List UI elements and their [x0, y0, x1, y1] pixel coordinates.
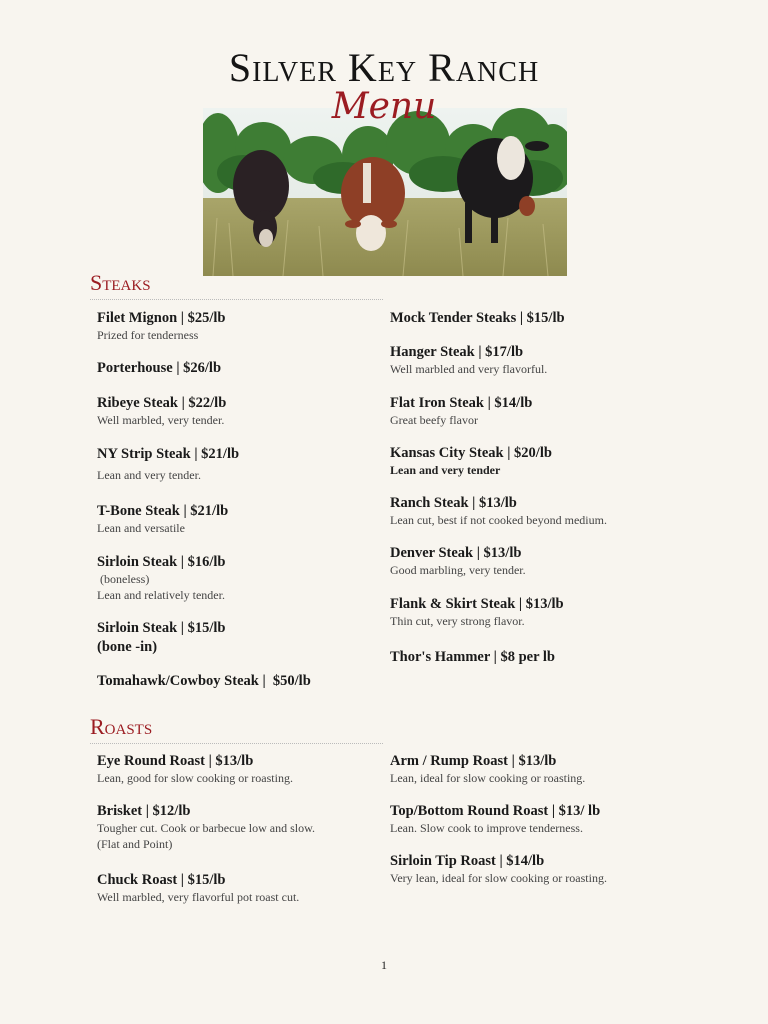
menu-subtitle: Menu: [331, 86, 437, 127]
item-description: Very lean, ideal for slow cooking or roasting.: [390, 871, 607, 885]
item-name: Brisket | $12/lb: [97, 803, 191, 819]
roasts-divider: [90, 743, 383, 744]
item-name: Eye Round Roast | $13/lb: [97, 753, 254, 769]
item-name: Tomahawk/Cowboy Steak | $50/lb: [97, 673, 311, 689]
item-name: Sirloin Steak | $16/lb: [97, 554, 226, 570]
item-name: Mock Tender Steaks | $15/lb: [390, 310, 565, 326]
item-description: Lean and versatile: [97, 521, 185, 535]
menu-item-t-bone-steak: [97, 503, 377, 536]
menu-item-sirloin-tip-roast: [390, 853, 690, 886]
item-description: Prized for tenderness: [97, 328, 199, 342]
item-description: Lean and very tender.: [97, 468, 201, 482]
menu-item-hanger-steak: [390, 344, 690, 377]
item-name: Chuck Roast | $15/lb: [97, 872, 226, 888]
menu-item-ranch-steak: [390, 495, 690, 528]
menu-item-porterhouse: [97, 360, 377, 377]
menu-item-brisket: [97, 803, 377, 852]
item-name: NY Strip Steak | $21/lb: [97, 446, 240, 462]
item-name: Thor's Hammer | $8 per lb: [390, 649, 555, 665]
menu-item-filet-mignon: [97, 310, 377, 343]
menu-item-flat-iron-steak: [390, 395, 690, 428]
menu-item-thors-hammer: [390, 649, 690, 666]
item-name: Top/Bottom Round Roast | $13/ lb: [390, 803, 601, 819]
menu-item-arm-rump-roast: [390, 753, 690, 786]
item-description: Well marbled, very flavorful pot roast cut.: [97, 890, 300, 904]
menu-item-denver-steak: [390, 545, 690, 578]
item-description: Great beefy flavor: [390, 413, 478, 427]
item-description: Lean cut, best if not cooked beyond medium.: [390, 513, 607, 527]
item-name: Hanger Steak | $17/lb: [390, 344, 524, 360]
item-name: Ribeye Steak | $22/lb: [97, 395, 227, 411]
item-name: Kansas City Steak | $20/lb: [390, 445, 552, 461]
item-description: Lean, good for slow cooking or roasting.: [97, 771, 293, 785]
item-description: Tougher cut. Cook or barbecue low and slow.: [97, 821, 315, 835]
menu-item-mock-tender-steaks: [390, 310, 690, 327]
menu-item-kansas-city-steak: [390, 445, 690, 478]
menu-item-ny-strip-steak: [97, 446, 377, 483]
menu-item-flank-skirt-steak: [390, 596, 690, 629]
steaks-divider: [90, 299, 383, 300]
item-description: Good marbling, very tender.: [390, 563, 526, 577]
item-name: Denver Steak | $13/lb: [390, 545, 522, 561]
item-description: Thin cut, very strong flavor.: [390, 614, 525, 628]
item-description: Lean, ideal for slow cooking or roasting.: [390, 771, 586, 785]
item-name: Arm / Rump Roast | $13/lb: [390, 753, 557, 769]
item-description: Lean and relatively tender.: [97, 588, 225, 602]
item-name: Sirloin Tip Roast | $14/lb: [390, 853, 545, 869]
menu-item-sirloin-steak-boneless: [97, 554, 377, 603]
menu-item-chuck-roast: [97, 872, 377, 905]
menu-item-top-bottom-round-roast: [390, 803, 690, 836]
menu-item-ribeye-steak: [97, 395, 377, 428]
item-name: Filet Mignon | $25/lb: [97, 310, 226, 326]
item-description: (boneless): [97, 572, 150, 586]
roasts-heading: Roasts: [90, 714, 153, 739]
item-description: (Flat and Point): [97, 837, 173, 851]
page-number: 1: [381, 958, 387, 972]
item-name: Porterhouse | $26/lb: [97, 360, 222, 376]
menu-item-tomahawk-cowboy-steak: [97, 673, 377, 690]
item-description: Lean. Slow cook to improve tenderness.: [390, 821, 583, 835]
cattle-grazing-photo: [203, 108, 567, 276]
item-name: Ranch Steak | $13/lb: [390, 495, 517, 511]
item-name: T-Bone Steak | $21/lb: [97, 503, 229, 519]
item-name: Sirloin Steak | $15/lb: [97, 620, 226, 636]
item-description: Lean and very tender: [390, 463, 501, 477]
page-title: Silver Key Ranch: [228, 45, 540, 90]
item-description: Well marbled, very tender.: [97, 413, 225, 427]
steaks-heading: Steaks: [90, 270, 151, 295]
item-description: Well marbled and very flavorful.: [390, 362, 548, 376]
menu-item-sirloin-steak-bone-in: [97, 620, 377, 656]
item-name-continued: (bone -in): [97, 639, 158, 655]
item-name: Flat Iron Steak | $14/lb: [390, 395, 533, 411]
item-name: Flank & Skirt Steak | $13/lb: [390, 596, 564, 612]
menu-item-eye-round-roast: [97, 753, 377, 786]
